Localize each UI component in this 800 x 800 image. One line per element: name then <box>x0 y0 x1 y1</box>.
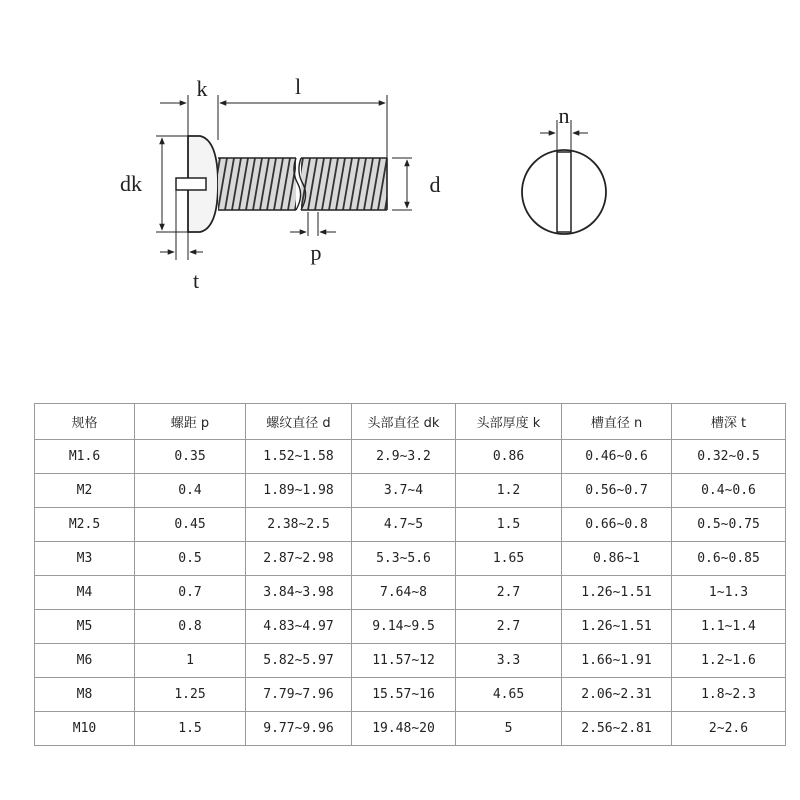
table-cell: 9.14~9.5 <box>352 610 456 644</box>
table-cell: 3.3 <box>456 644 562 678</box>
table-cell: 1 <box>135 644 246 678</box>
table-cell: 5.3~5.6 <box>352 542 456 576</box>
table-cell: 1.5 <box>456 508 562 542</box>
table-cell: 5.82~5.97 <box>246 644 352 678</box>
table-cell: 0.56~0.7 <box>562 474 672 508</box>
table-cell: M6 <box>35 644 135 678</box>
table-cell: 2~2.6 <box>672 712 786 746</box>
header-cell: 头部厚度 k <box>456 404 562 440</box>
table-cell: 4.65 <box>456 678 562 712</box>
table-row <box>35 712 786 746</box>
header-cell: 规格 <box>35 404 135 440</box>
table-cell: M1.6 <box>35 440 135 474</box>
label-p: p <box>310 240 322 265</box>
table-row <box>35 610 786 644</box>
table-cell: 0.4~0.6 <box>672 474 786 508</box>
table-cell: 0.86 <box>456 440 562 474</box>
table-cell: 1.26~1.51 <box>562 576 672 610</box>
table-cell: 1.8~2.3 <box>672 678 786 712</box>
table-cell: 1.5 <box>135 712 246 746</box>
screw-head-side-view <box>176 136 218 232</box>
table-cell: 11.57~12 <box>352 644 456 678</box>
table-cell: 0.86~1 <box>562 542 672 576</box>
table-cell: 15.57~16 <box>352 678 456 712</box>
table-cell: 0.4 <box>135 474 246 508</box>
thread-line <box>392 158 401 210</box>
table-cell: 1.65 <box>456 542 562 576</box>
table-cell: 1.1~1.4 <box>672 610 786 644</box>
label-n: n <box>558 103 570 128</box>
table-cell: 9.77~9.96 <box>246 712 352 746</box>
table-cell: 2.9~3.2 <box>352 440 456 474</box>
label-d: d <box>429 172 441 197</box>
header-cell: 螺距 p <box>135 404 246 440</box>
table-header-row <box>35 404 786 440</box>
table-row <box>35 644 786 678</box>
header-cell: 螺纹直径 d <box>246 404 352 440</box>
label-t: t <box>192 268 200 293</box>
table-cell: 1.26~1.51 <box>562 610 672 644</box>
table-cell: 0.35 <box>135 440 246 474</box>
header-cell: 槽深 t <box>672 404 786 440</box>
table-cell: 2.56~2.81 <box>562 712 672 746</box>
table-cell: 1.2~1.6 <box>672 644 786 678</box>
table-cell: 0.46~0.6 <box>562 440 672 474</box>
table-cell: 0.45 <box>135 508 246 542</box>
table-cell: 1.25 <box>135 678 246 712</box>
table-row <box>35 576 786 610</box>
table-cell: M5 <box>35 610 135 644</box>
table-cell: 0.5~0.75 <box>672 508 786 542</box>
table-cell: M8 <box>35 678 135 712</box>
table-cell: 2.87~2.98 <box>246 542 352 576</box>
table-cell: 1.66~1.91 <box>562 644 672 678</box>
table-cell: M10 <box>35 712 135 746</box>
table-row <box>35 542 786 576</box>
table-cell: 0.8 <box>135 610 246 644</box>
table-cell: M2.5 <box>35 508 135 542</box>
table-row <box>35 508 786 542</box>
table-cell: 4.7~5 <box>352 508 456 542</box>
table-cell: 1.89~1.98 <box>246 474 352 508</box>
table-cell: M2 <box>35 474 135 508</box>
table-cell: 2.7 <box>456 610 562 644</box>
table-cell: 5 <box>456 712 562 746</box>
table-cell: M4 <box>35 576 135 610</box>
table-cell: 7.64~8 <box>352 576 456 610</box>
table-cell: 2.38~2.5 <box>246 508 352 542</box>
header-cell: 头部直径 dk <box>352 404 456 440</box>
table-cell: 0.32~0.5 <box>672 440 786 474</box>
table-row <box>35 474 786 508</box>
table-cell: 0.66~0.8 <box>562 508 672 542</box>
header-cell: 槽直径 n <box>562 404 672 440</box>
table-row <box>35 678 786 712</box>
table-cell: 4.83~4.97 <box>246 610 352 644</box>
screw-dimension-diagram <box>0 0 800 340</box>
screw-shank-side-view <box>211 158 401 210</box>
table-row <box>35 440 786 474</box>
table-cell: 0.7 <box>135 576 246 610</box>
label-dk: dk <box>120 171 142 196</box>
table-cell: 0.5 <box>135 542 246 576</box>
table-cell: 1.52~1.58 <box>246 440 352 474</box>
label-k: k <box>196 76 208 101</box>
label-l: l <box>294 74 302 99</box>
screw-spec-table <box>34 403 786 746</box>
table-cell: 3.84~3.98 <box>246 576 352 610</box>
table-cell: M3 <box>35 542 135 576</box>
table-cell: 1.2 <box>456 474 562 508</box>
table-cell: 2.7 <box>456 576 562 610</box>
table-cell: 19.48~20 <box>352 712 456 746</box>
table-cell: 2.06~2.31 <box>562 678 672 712</box>
screw-head-end-view <box>522 120 606 234</box>
table-cell: 1~1.3 <box>672 576 786 610</box>
table-cell: 0.6~0.85 <box>672 542 786 576</box>
table-cell: 3.7~4 <box>352 474 456 508</box>
table-cell: 7.79~7.96 <box>246 678 352 712</box>
